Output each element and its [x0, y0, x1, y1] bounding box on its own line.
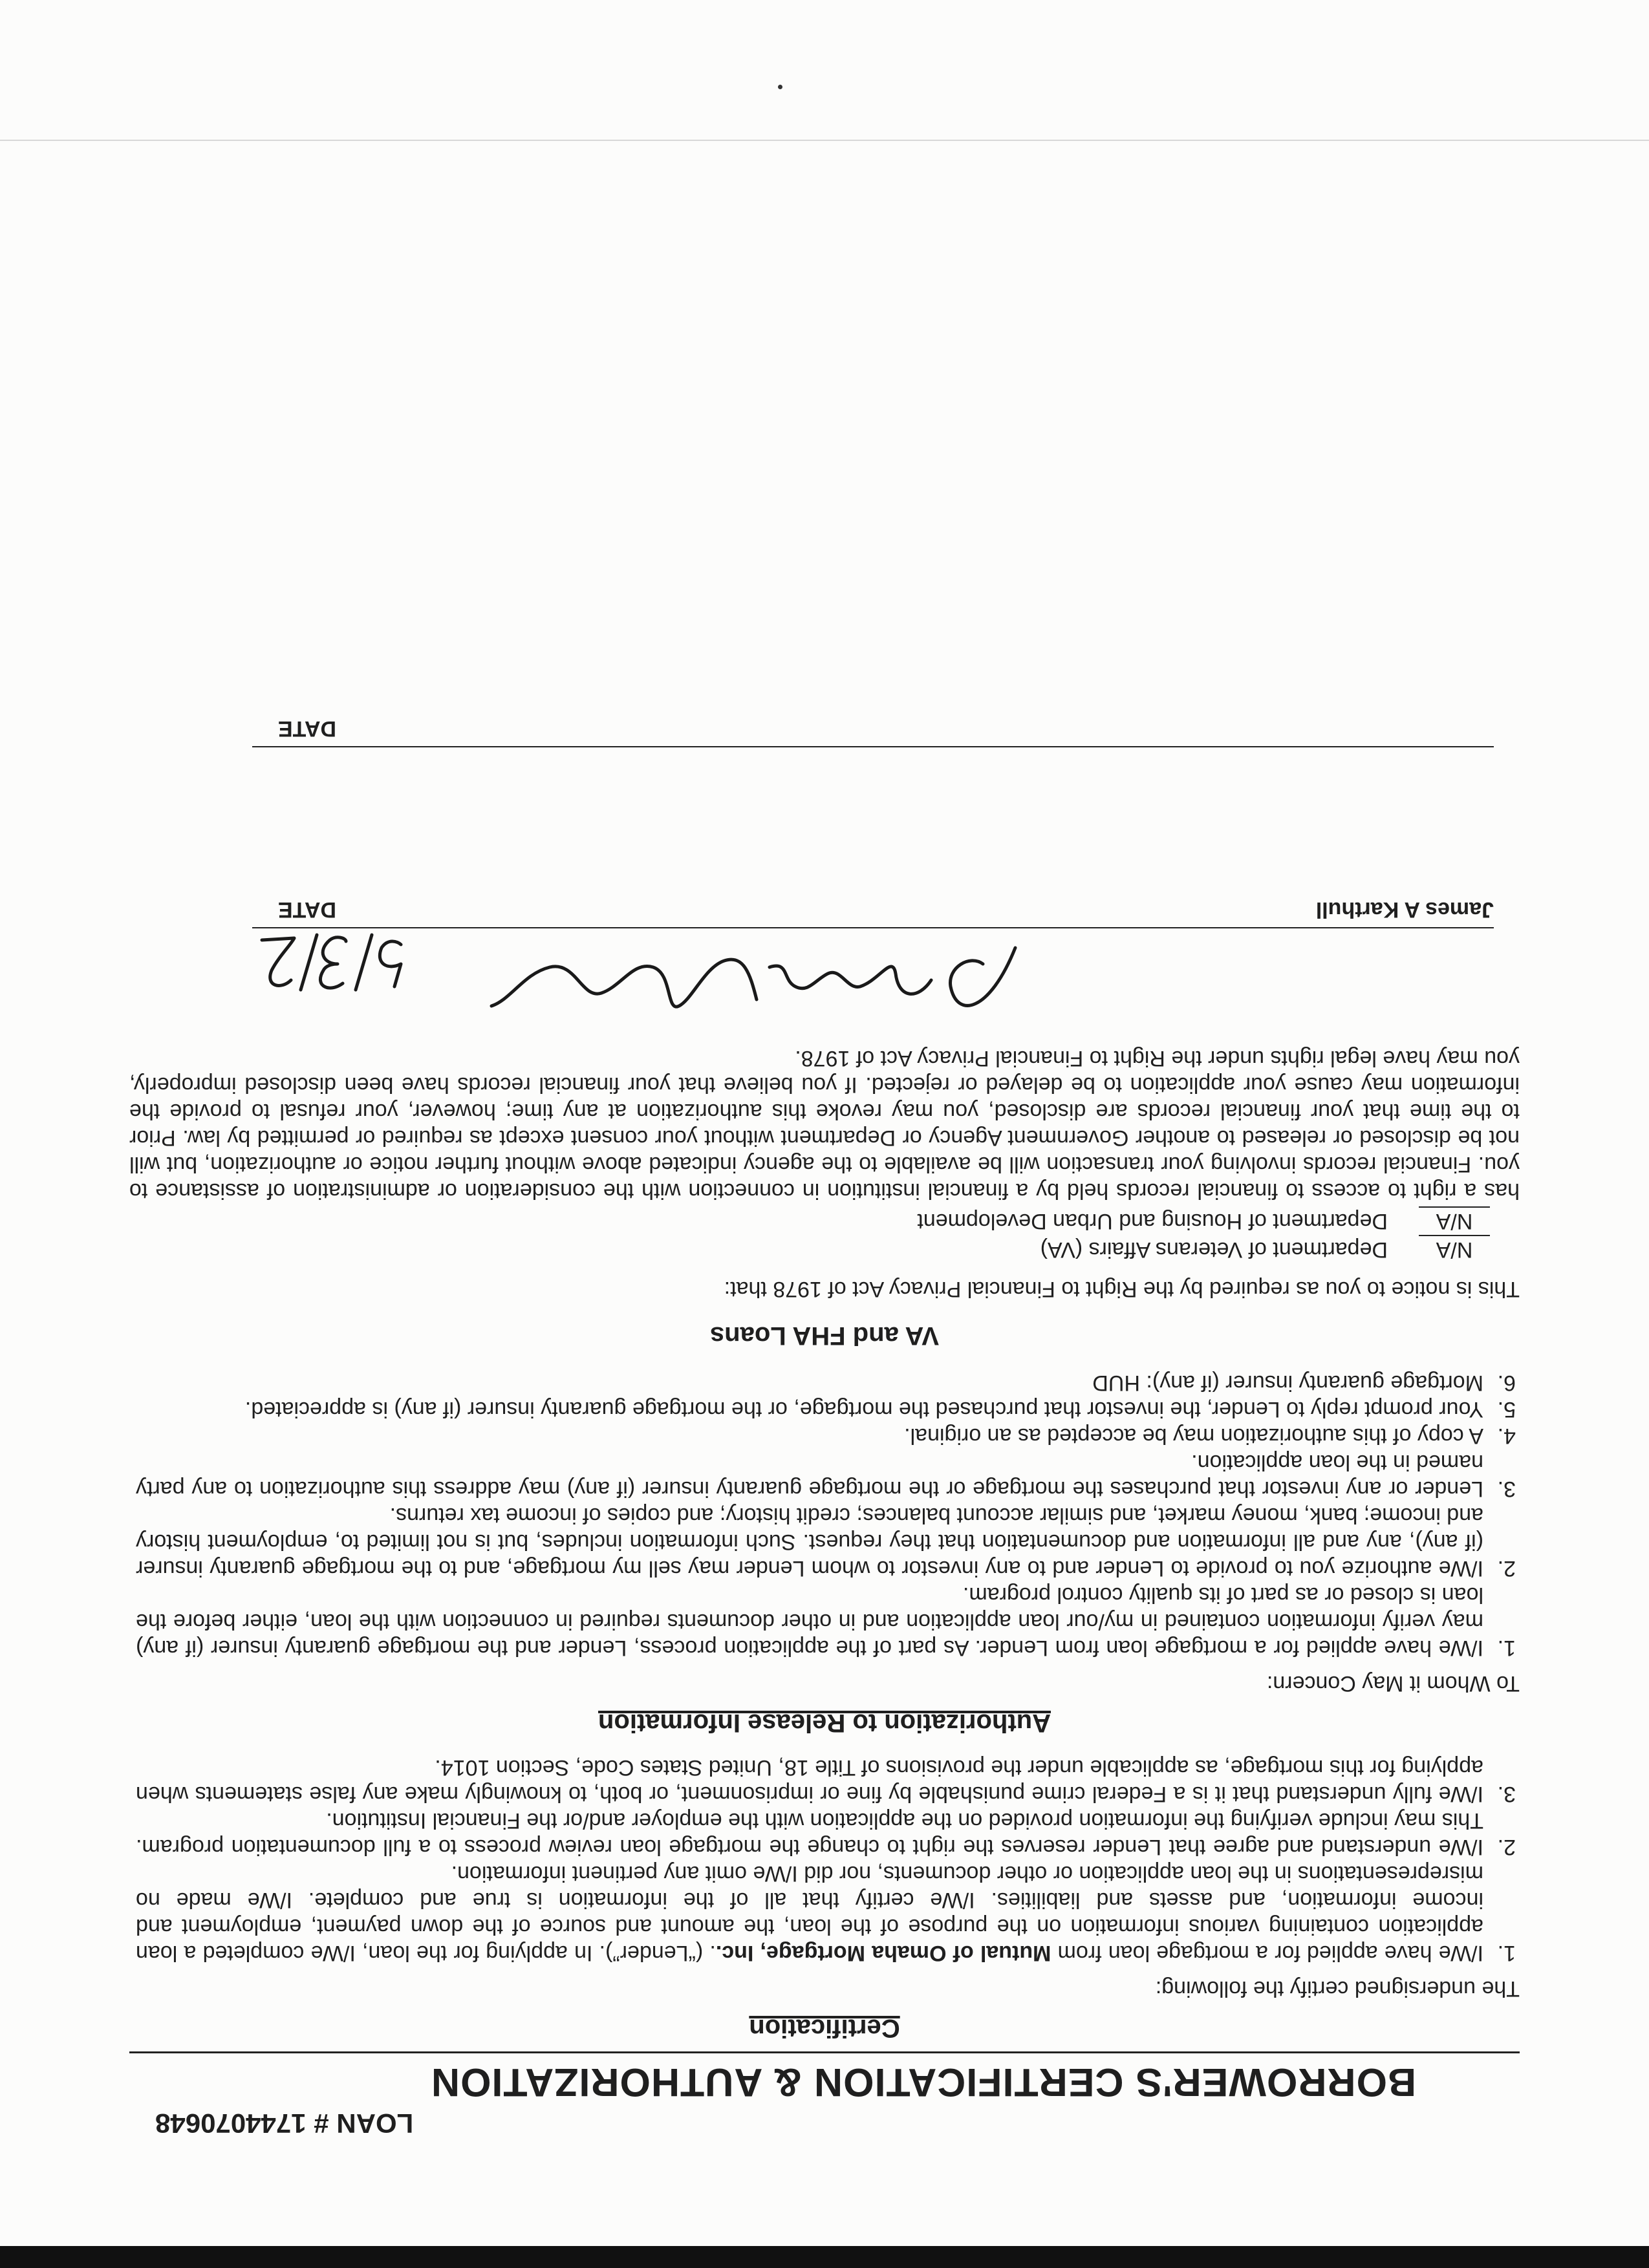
agency-value: N/A: [1419, 1206, 1490, 1235]
signature-block: [129, 716, 1520, 1025]
item-text: A copy of this authorization may be accepted as an original.: [904, 1424, 1483, 1448]
authorization-item: [129, 1422, 1520, 1449]
agency-value: N/A: [1419, 1235, 1490, 1263]
item-number: 5.: [1497, 1397, 1516, 1422]
certification-heading: Certification: [749, 2014, 900, 2042]
title-rule: [129, 2051, 1520, 2053]
agency-row-hud: [129, 1206, 1520, 1235]
authorization-heading: Authorization to Release Information: [598, 1709, 1051, 1737]
salutation: To Whom it May Concern:: [1266, 1671, 1520, 1696]
item-number: 2.: [1497, 1556, 1516, 1581]
item-text: Lender or any investor that purchases the mortgage or the mortgage guaranty insurer (if any) may address this authorization to any party named in the loan application.: [136, 1450, 1483, 1501]
certification-intro: The undersigned certify the following:: [1155, 1976, 1520, 2001]
item-text: I/We fully understand that it is a Federal crime punishable by fine or imprisonment, or both, to knowingly make any false statements when applying for this mortgage, as applicable under the provisions of Title 18, United States Code, Section 1014.: [136, 1755, 1483, 1806]
authorization-item: [129, 1369, 1520, 1396]
lender-name: Mutual of Omaha Mortgage, Inc.: [715, 1941, 1051, 1965]
privacy-rights-text: has a right to access to financial records held by a financial institution in connection with the consideration or administration of assistance to you. Financial records involving your transaction will be available to the agency indicated above without further notice or authorization, but will not be disclosed or released to another Government Agency or Department without your consent except as required or permitted by law. Prior to the time that your financial records are disclosed, you may revoke this authorization at any time; however, your refusal to provide the information may cause your application to be delayed or rejected. If you believe that your financial records have been disclosed improperly, you may have legal rights under the Right to Financial Privacy Act of 1978.: [129, 1046, 1520, 1203]
item-number: 3.: [1497, 1782, 1516, 1806]
document-content: [129, 716, 1520, 2139]
privacy-notice: This is notice to you as required by the Right to Financial Privacy Act of 1978 that:: [724, 1277, 1520, 1301]
certification-item: [129, 1807, 1520, 1860]
item-text: I/We understand and agree that Lender reserves the right to change the mortgage loan review process to a full documentation program. This may include verifying the information provided on the application with the employer and/or the Financial Institution.: [136, 1808, 1483, 1859]
scan-speck: [778, 85, 782, 89]
certification-list: [129, 1754, 1520, 1966]
agency-row-va: [129, 1235, 1520, 1263]
agency-label: Department of Veterans Affairs (VA): [1040, 1237, 1388, 1262]
item-number: 4.: [1497, 1424, 1516, 1448]
item-number: 1.: [1497, 1941, 1516, 1965]
second-signature-line: [252, 746, 1494, 747]
authorization-item: [129, 1396, 1520, 1422]
date-label-2: DATE: [277, 716, 336, 741]
handwritten-date: [259, 928, 407, 1000]
item-text: I/We have applied for a mortgage loan from Lender. As part of the application process, Lender and the mortgage guaranty insurer (if any) may verify information contained in my/our loan application and in other documents required in connection with the loan, either before the loan is closed or as part of its quality control program.: [136, 1583, 1483, 1660]
scanner-border: [0, 2246, 1649, 2268]
va-fha-heading: VA and FHA Loans: [709, 1321, 940, 1350]
authorization-list: [129, 1369, 1520, 1661]
item-number: 3.: [1497, 1477, 1516, 1501]
agency-label: Department of Housing and Urban Development: [917, 1209, 1388, 1234]
item-text: I/We authorize you to provide to Lender and to any investor to whom Lender may sell my mortgage, and to the mortgage guaranty insurer (if any), any and all information and documentation that they request. Such information includes, but is not limited to, employment history and income; bank, money market, and similar account balances; credit history; and copies of income tax returns.: [136, 1503, 1483, 1581]
item-text: I/We have applied for a mortgage loan from Mutual of Omaha Mortgage, Inc.. (“Lender”). In applying for the loan, I/We completed a loan application containing various information on the purpose of the loan, the amount and source of the down payment, employment and income information, and assets and liabilities. I/We certify that all of the information is true and complete. I/We made no misrepresentations in the loan application or other documents, nor did I/We omit any pertinent information.: [135, 1861, 1483, 1965]
authorization-item: [129, 1502, 1520, 1581]
page-edge-line: [0, 140, 1649, 141]
borrower-name: James A Karthull: [1315, 897, 1494, 922]
certification-item: [129, 1860, 1520, 1966]
document-title: BORROWER'S CERTIFICATION & AUTHORIZATION: [430, 2060, 1416, 2104]
item-text: Your prompt reply to Lender, the investor that purchased the mortgage, or the mortgage guaranty insurer (if any) is appreciated.: [244, 1397, 1483, 1422]
authorization-item: [129, 1449, 1520, 1502]
date-label-1: DATE: [277, 897, 336, 922]
item-text: Mortgage guaranty insurer (if any): HUD: [1092, 1371, 1483, 1395]
borrower-signature: [446, 928, 1028, 1025]
item-number: 1.: [1497, 1636, 1516, 1660]
item-number: 2.: [1497, 1835, 1516, 1859]
item-number: 6.: [1497, 1371, 1516, 1395]
loan-number: LOAN # 1744070648: [155, 2108, 414, 2139]
certification-item: [129, 1754, 1520, 1807]
authorization-item: [129, 1581, 1520, 1661]
signature-line: [252, 927, 1494, 928]
